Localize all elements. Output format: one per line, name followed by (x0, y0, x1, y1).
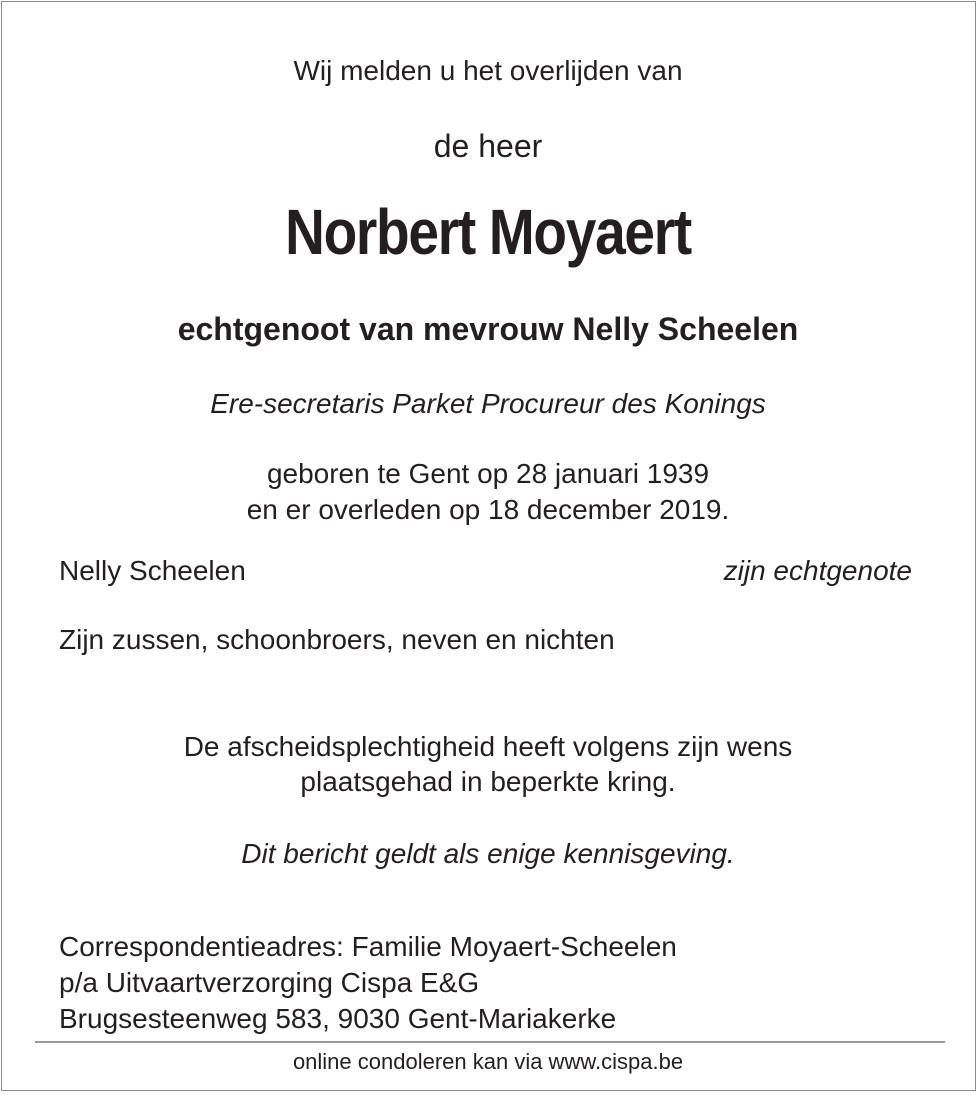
footer-divider (35, 1041, 945, 1043)
announcement-border (1, 1, 976, 1091)
signatory-role: zijn echtgenote (723, 555, 912, 586)
death-line: en er overleden op 18 december 2019. (246, 494, 730, 525)
professional-title: Ere-secretaris Parket Procureur des Konings (210, 388, 766, 419)
relatives-line: Zijn zussen, schoonbroers, neven en nichten (59, 624, 615, 655)
intro-text: Wij melden u het overlijden van (293, 55, 683, 86)
spouse-line: echtgenoot van mevrouw Nelly Scheelen (177, 311, 799, 347)
signatory-name: Nelly Scheelen (59, 555, 246, 586)
correspondence-line-3: Brugsesteenweg 583, 9030 Gent-Mariakerke (59, 1003, 617, 1034)
correspondence-line-2: p/a Uitvaartverzorging Cispa E&G (59, 967, 480, 998)
ceremony-line-2: plaatsgehad in beperkte kring. (300, 766, 676, 797)
notice-text: Dit bericht geldt als enige kennisgeving. (241, 838, 735, 869)
footer-condolence-link: online condoleren kan via www.cispa.be (292, 1049, 684, 1074)
deceased-name: Norbert Moyaert (285, 196, 691, 268)
ceremony-line-1: De afscheidsplechtigheid heeft volgens zijn wens (183, 731, 793, 762)
birth-line: geboren te Gent op 28 januari 1939 (266, 458, 710, 489)
honorific-prefix: de heer (433, 128, 543, 164)
correspondence-line-1: Correspondentieadres: Familie Moyaert-Scheelen (59, 931, 677, 962)
